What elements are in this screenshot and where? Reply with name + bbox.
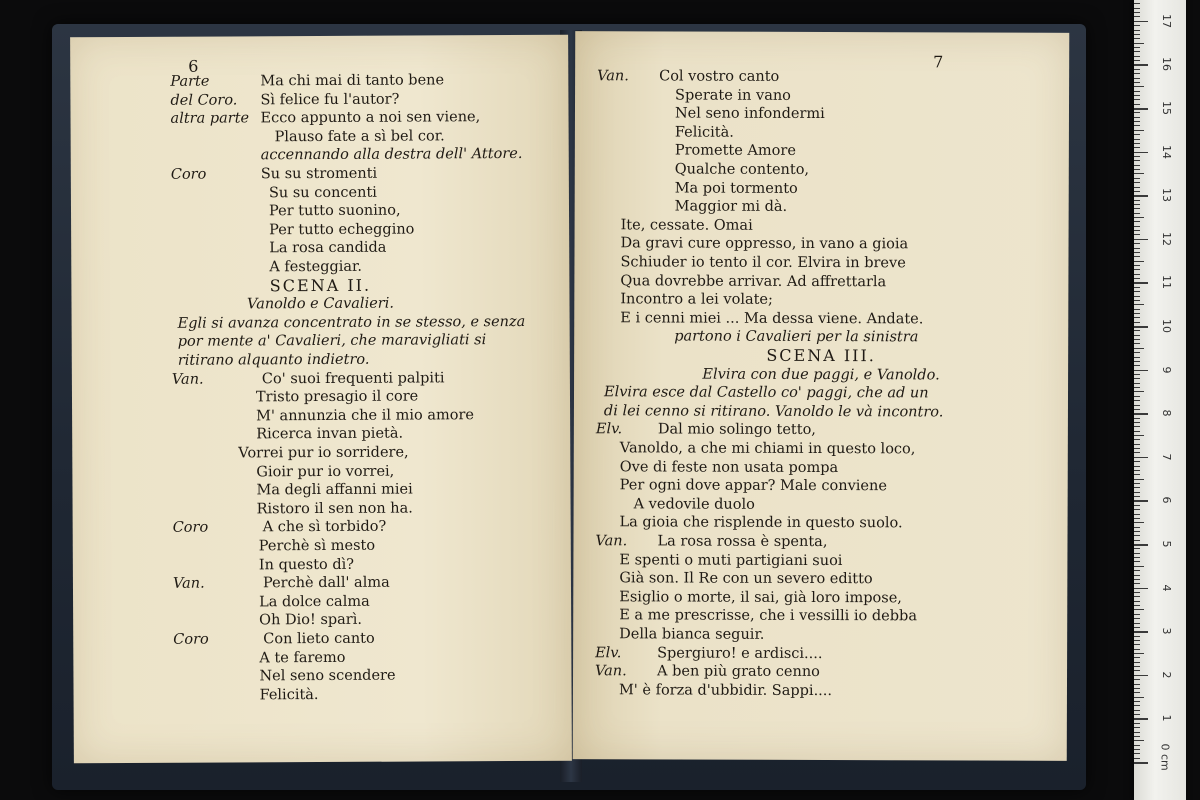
ruler-tick (1134, 265, 1140, 266)
speaker-label: Van. (595, 533, 628, 550)
verse-line: Su su stromenti (260, 165, 378, 183)
ruler-tick (1134, 605, 1140, 606)
ruler-tick (1134, 732, 1140, 733)
ruler-tick (1134, 714, 1140, 715)
ruler-tick (1134, 173, 1144, 174)
ruler-tick (1134, 204, 1140, 205)
verse-line: La rosa candida (269, 240, 387, 257)
ruler-tick (1134, 718, 1148, 720)
verse-line: In questo dì? (258, 556, 355, 573)
verse-line: Nel seno infondermi (674, 105, 825, 123)
ruler-tick (1134, 727, 1140, 728)
ruler-tick (1134, 108, 1148, 110)
ruler-tick (1134, 30, 1140, 31)
ruler-tick (1134, 391, 1144, 392)
ruler-tick (1134, 147, 1140, 148)
ruler-tick (1134, 514, 1140, 515)
speaker-label: Coro (170, 166, 207, 183)
ruler-tick (1134, 745, 1140, 746)
ruler-tick (1134, 618, 1140, 619)
ruler-tick (1134, 278, 1140, 279)
ruler-tick (1134, 95, 1140, 96)
stage-direction: por mente a' Cavalieri, che maravigliati si (177, 332, 487, 351)
ruler-tick (1134, 317, 1140, 318)
verse-line: Sperate in vano (675, 87, 791, 104)
ruler-number: 2 (1160, 671, 1173, 679)
verse-line: Già son. Il Re con un severo editto (619, 570, 873, 588)
ruler-tick (1134, 21, 1148, 23)
ruler-tick (1134, 666, 1140, 667)
verse-line: Nel seno scendere (259, 667, 396, 685)
ruler-tick (1134, 78, 1140, 79)
ruler-tick (1134, 47, 1140, 48)
verse-line: Vorrei pur io sorridere, (238, 444, 409, 462)
ruler-tick (1134, 684, 1140, 685)
ruler-number: 17 (1160, 13, 1173, 28)
ruler-tick (1134, 8, 1140, 9)
ruler-tick (1134, 12, 1140, 13)
ruler-number: 9 (1160, 366, 1173, 374)
ruler-tick (1134, 291, 1140, 292)
ruler-tick (1134, 213, 1140, 214)
ruler-tick (1134, 649, 1140, 650)
ruler-tick (1134, 182, 1140, 183)
ruler-tick (1134, 187, 1140, 188)
ruler-number: 7 (1160, 453, 1173, 461)
verse-line: Ricerca invan pietà. (256, 425, 404, 443)
ruler-tick (1134, 561, 1140, 562)
ruler-tick (1134, 753, 1140, 754)
speaker-label: Elv. (595, 644, 622, 661)
ruler-tick (1134, 160, 1140, 161)
ruler-tick (1134, 614, 1140, 615)
ruler-number: 6 (1160, 496, 1173, 504)
verse-line: Su su concenti (268, 184, 377, 201)
ruler-tick (1134, 243, 1140, 244)
ruler-number: 8 (1160, 409, 1173, 417)
ruler-tick (1134, 457, 1148, 459)
ruler-tick (1134, 309, 1140, 310)
page-number-left: 6 (188, 56, 199, 76)
ruler-tick (1134, 548, 1140, 549)
verse-line: La dolce calma (259, 593, 370, 611)
verse-line: Qua dovrebbe arrivar. Ad affrettarla (620, 272, 887, 290)
ruler-tick (1134, 169, 1140, 170)
ruler-number: 10 (1160, 319, 1173, 333)
ruler-tick (1134, 644, 1140, 645)
speaker-label: Van. (597, 68, 629, 85)
ruler-tick (1134, 692, 1140, 693)
ruler-tick (1134, 400, 1140, 401)
ruler-tick (1134, 252, 1140, 253)
verse-line: E a me prescrisse, che i vessilli io debba (619, 607, 918, 625)
ruler-tick (1134, 221, 1140, 222)
ruler-tick (1134, 112, 1140, 113)
ruler-tick (1134, 509, 1140, 510)
ruler-tick (1134, 143, 1140, 144)
ruler-tick (1134, 200, 1140, 201)
verse-line: Per ogni dove appar? Male conviene (619, 477, 887, 495)
right-page (573, 31, 1070, 761)
ruler-number: 13 (1160, 188, 1173, 203)
ruler-tick (1134, 326, 1148, 328)
stage-direction: ritirano alquanto indietro. (177, 351, 370, 369)
ruler-tick (1134, 575, 1140, 576)
ruler-tick (1134, 339, 1140, 340)
ruler-tick (1134, 269, 1140, 270)
ruler-tick (1134, 130, 1144, 131)
verse-line: Sì felice fu l'autor? (260, 91, 400, 108)
ruler-tick (1134, 256, 1140, 257)
speaker-label: Elv. (595, 421, 623, 438)
ruler-tick (1134, 487, 1140, 488)
ruler-tick (1134, 365, 1140, 366)
scene-characters: Vanoldo e Cavalieri. (246, 295, 394, 313)
ruler-tick (1134, 483, 1140, 484)
ruler-tick (1134, 631, 1148, 633)
ruler-tick (1134, 178, 1140, 179)
ruler-tick (1134, 439, 1140, 440)
ruler-tick (1134, 121, 1140, 122)
ruler-tick (1134, 117, 1140, 118)
ruler-tick (1134, 383, 1140, 384)
verse-line: Promette Amore (674, 142, 796, 160)
ruler-tick (1134, 300, 1140, 301)
ruler-tick (1134, 435, 1144, 436)
verse-line: Per tutto suonino, (268, 202, 401, 220)
speaker-label: Coro (172, 519, 209, 537)
stage-direction: accennando alla destra dell' Attore. (260, 146, 523, 164)
ruler-tick (1134, 234, 1140, 235)
ruler-tick (1134, 99, 1140, 100)
ruler-tick (1134, 322, 1140, 323)
ruler-tick (1134, 623, 1140, 624)
speaker-label: Van. (172, 575, 205, 592)
verse-line: Ma degli affanni miei (256, 481, 413, 499)
stage-direction: di lei cenno si ritirano. Vanoldo le và incontro. (603, 403, 944, 421)
ruler-tick (1134, 357, 1140, 358)
ruler-tick (1134, 736, 1140, 737)
ruler-tick (1134, 413, 1148, 415)
ruler-tick (1134, 51, 1140, 52)
ruler-tick (1134, 592, 1140, 593)
ruler-tick (1134, 522, 1144, 523)
verse-line: La rosa rossa è spenta, (657, 533, 828, 551)
ruler-tick (1134, 710, 1140, 711)
ruler-tick (1134, 452, 1140, 453)
ruler-tick (1134, 544, 1148, 546)
verse-line: Felicità. (674, 124, 734, 141)
ruler-tick (1134, 670, 1140, 671)
ruler-tick (1134, 304, 1144, 305)
ruler-tick (1134, 566, 1144, 567)
ruler-tick (1134, 91, 1140, 92)
ruler-tick (1134, 701, 1140, 702)
ruler-tick (1134, 496, 1140, 497)
measuring-ruler (1134, 0, 1186, 800)
speaker-label: Coro (173, 631, 209, 648)
ruler-tick (1134, 474, 1140, 475)
ruler-tick (1134, 409, 1140, 410)
verse-line: Incontro a lei volate; (620, 291, 773, 309)
ruler-tick (1134, 431, 1140, 432)
ruler-tick (1134, 261, 1144, 262)
ruler-tick (1134, 86, 1144, 87)
ruler-tick (1134, 25, 1140, 26)
verse-line: Col vostro canto (659, 68, 780, 85)
ruler-tick (1134, 287, 1140, 288)
verse-line: Ite, cessate. Omai (620, 217, 753, 234)
verse-line: Co' suoi frequenti palpiti (261, 369, 445, 387)
verse-line: Qualche contento, (674, 161, 810, 178)
ruler-tick (1134, 557, 1140, 558)
stage-direction: Elvira esce dal Castello co' paggi, che ad un (603, 384, 929, 402)
ruler-tick (1134, 636, 1140, 637)
verse-line: M' annunzia che il mio amore (256, 406, 475, 425)
verse-line: Ristoro il sen non ha. (256, 500, 413, 518)
ruler-tick (1134, 195, 1148, 197)
ruler-tick (1134, 217, 1144, 218)
ruler-tick (1134, 34, 1140, 35)
ruler-tick (1134, 461, 1140, 462)
ruler-tick (1134, 688, 1140, 689)
ruler-tick (1134, 348, 1144, 349)
ruler-tick (1134, 73, 1140, 74)
ruler-tick (1134, 396, 1140, 397)
verse-line: Per tutto echeggino (269, 221, 415, 239)
ruler-tick (1134, 518, 1140, 519)
ruler-tick (1134, 444, 1140, 445)
verse-line: Esiglio o morte, il sai, già loro impose, (619, 589, 902, 607)
ruler-tick (1134, 553, 1140, 554)
ruler-tick (1134, 361, 1140, 362)
ruler-tick (1134, 535, 1140, 536)
ruler-unit-label: 0 cm (1158, 743, 1172, 771)
ruler-tick (1134, 762, 1148, 764)
verse-line: Plauso fate a sì bel cor. (274, 128, 445, 146)
ruler-tick (1134, 405, 1140, 406)
verse-line: A vedovile duolo (633, 496, 755, 513)
ruler-tick (1134, 426, 1140, 427)
ruler-tick (1134, 38, 1140, 39)
verse-line: A che sì torbido? (262, 519, 387, 536)
ruler-tick (1134, 657, 1140, 658)
ruler-tick (1134, 374, 1140, 375)
ruler-tick (1134, 705, 1140, 706)
ruler-tick (1134, 165, 1140, 166)
ruler-tick (1134, 82, 1140, 83)
ruler-tick (1134, 448, 1140, 449)
ruler-tick (1134, 104, 1140, 105)
speaker-label: Van. (171, 371, 204, 388)
verse-line: A te faremo (259, 649, 346, 666)
ruler-tick (1134, 479, 1144, 480)
verse-line: E spenti o muti partigiani suoi (619, 551, 843, 569)
ruler-tick (1134, 56, 1140, 57)
ruler-tick (1134, 387, 1140, 388)
scene-heading: SCENA III. (766, 345, 876, 366)
ruler-tick (1134, 492, 1140, 493)
verse-line: M' è forza d'ubbidir. Sappi.... (618, 682, 833, 699)
ruler-tick (1134, 335, 1140, 336)
ruler-tick (1134, 60, 1140, 61)
ruler-tick (1134, 588, 1148, 590)
ruler-tick (1134, 531, 1140, 532)
ruler-tick (1134, 697, 1144, 698)
verse-line: Da gravi cure oppresso, in vano a gioia (620, 235, 909, 253)
ruler-tick (1134, 583, 1140, 584)
verse-line: Ma poi tormento (674, 180, 798, 197)
ruler-number: 16 (1160, 57, 1173, 72)
ruler-tick (1134, 208, 1140, 209)
verse-line: Ma chi mai di tanto bene (260, 72, 445, 90)
verse-line: Perchè dall' alma (262, 574, 390, 592)
speaker-label: Van. (595, 663, 627, 680)
ruler-tick (1134, 64, 1148, 66)
ruler-tick (1134, 540, 1140, 541)
ruler-tick (1134, 758, 1140, 759)
ruler-tick (1134, 296, 1140, 297)
ruler-number: 14 (1160, 144, 1173, 159)
ruler-number: 11 (1160, 275, 1173, 290)
ruler-number: 1 (1160, 714, 1173, 722)
ruler-tick (1134, 627, 1140, 628)
ruler-tick (1134, 466, 1140, 467)
ruler-tick (1134, 226, 1140, 227)
ruler-tick (1134, 125, 1140, 126)
ruler-tick (1134, 679, 1140, 680)
ruler-tick (1134, 749, 1140, 750)
verse-line: Felicità. (259, 686, 319, 704)
ruler-tick (1134, 69, 1140, 70)
verse-line: Con lieto canto (263, 630, 375, 648)
verse-line: Maggior mi dà. (674, 198, 788, 216)
verse-line: Tristo presagio il core (255, 388, 419, 406)
speaker-label: altra parte (170, 110, 250, 127)
ruler-tick (1134, 191, 1140, 192)
ruler-tick (1134, 378, 1140, 379)
verse-line: Ove di feste non usata pompa (619, 458, 839, 476)
ruler-tick (1134, 570, 1140, 571)
verse-line: Dal mio solingo tetto, (657, 421, 816, 439)
ruler-tick (1134, 418, 1140, 419)
verse-line: Gioir pur io vorrei, (256, 463, 395, 480)
ruler-tick (1134, 653, 1144, 654)
verse-line: Perchè sì mesto (258, 537, 376, 555)
ruler-tick (1134, 422, 1140, 423)
ruler-tick (1134, 248, 1140, 249)
ruler-tick (1134, 609, 1144, 610)
ruler-number: 3 (1160, 627, 1173, 635)
ruler-tick (1134, 282, 1148, 284)
ruler-tick (1134, 352, 1140, 353)
page-number-right: 7 (933, 52, 944, 72)
verse-line: A ben più grato cenno (657, 663, 820, 681)
ruler-tick (1134, 274, 1140, 275)
ruler-tick (1134, 500, 1148, 502)
verse-line: A festeggiar. (269, 258, 363, 276)
ruler-tick (1134, 239, 1148, 241)
speaker-label: del Coro. (170, 92, 238, 109)
ruler-tick (1134, 16, 1140, 17)
ruler-tick (1134, 740, 1144, 741)
ruler-number: 5 (1160, 540, 1173, 548)
ruler-tick (1134, 579, 1140, 580)
ruler-tick (1134, 505, 1140, 506)
ruler-tick (1134, 370, 1148, 372)
ruler-tick (1134, 675, 1148, 677)
ruler-tick (1134, 601, 1140, 602)
scene-heading: SCENA II. (269, 275, 372, 295)
stage-direction: partono i Cavalieri per la sinistra (674, 328, 919, 346)
ruler-tick (1134, 134, 1140, 135)
verse-line: E i cenni miei ... Ma dessa viene. Andate. (620, 310, 924, 328)
verse-line: Oh Dio! sparì. (259, 612, 363, 629)
stage-direction: Egli si avanza concentrato in se stesso, e senza (177, 313, 526, 332)
ruler-tick (1134, 527, 1140, 528)
ruler-tick (1134, 43, 1144, 44)
ruler-number: 15 (1160, 101, 1173, 115)
ruler-tick (1134, 139, 1140, 140)
ruler-tick (1134, 3, 1140, 4)
verse-line: Ecco appunto a noi sen viene, (260, 109, 481, 127)
ruler-tick (1134, 596, 1140, 597)
ruler-tick (1134, 723, 1140, 724)
verse-line: La gioia che risplende in questo suolo. (619, 514, 903, 532)
verse-line: Spergiuro! e ardisci.... (657, 645, 823, 662)
ruler-tick (1134, 470, 1140, 471)
left-page (70, 35, 572, 764)
ruler-tick (1134, 330, 1140, 331)
ruler-tick (1134, 156, 1140, 157)
verse-line: Della bianca seguir. (619, 626, 765, 643)
verse-line: Vanoldo, a che mi chiami in questo loco, (619, 440, 916, 458)
ruler-tick (1134, 152, 1148, 154)
ruler-tick (1134, 640, 1140, 641)
verse-line: Schiuder io tento il cor. Elvira in breve (620, 254, 906, 272)
ruler-tick (1134, 230, 1140, 231)
speaker-label: Parte (170, 73, 210, 90)
scene-characters: Elvira con due paggi, e Vanoldo. (702, 366, 940, 384)
ruler-tick (1134, 343, 1140, 344)
ruler-number: 12 (1160, 231, 1173, 246)
ruler-tick (1134, 662, 1140, 663)
ruler-number: 4 (1160, 584, 1173, 592)
ruler-tick (1134, 313, 1140, 314)
